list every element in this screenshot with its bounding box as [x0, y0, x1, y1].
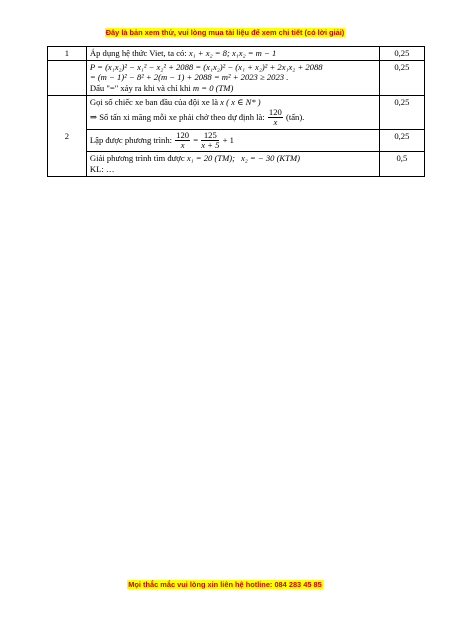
hotline-banner-text: Mọi thắc mắc vui lòng xin liên hệ hotline: 084 283 45 85: [128, 580, 322, 589]
table-row: [48, 95, 425, 129]
score-cell: 0,5: [379, 152, 424, 176]
fraction-numerator: 120: [176, 129, 190, 140]
fraction: [201, 131, 219, 151]
answer-math: x₁ + x₂ = 8; x₁x₂ = m − 1: [188, 48, 277, 58]
fraction-denominator: x: [273, 117, 278, 128]
answer-math-line: P = (x₁x₂)² − x₁² − x₂² + 2088 = (x₁x₂)² − (x₁ + x₂)² + 2x₁x₂ + 2088: [89, 61, 323, 72]
fraction-denominator: x + 5: [201, 140, 220, 151]
answer-content: [86, 152, 379, 176]
equation-tail: + 1: [220, 134, 234, 145]
answer-line: [90, 108, 376, 128]
score-cell: 0,25: [379, 95, 424, 129]
table-row: [48, 60, 425, 95]
answer-text: Lập được phương trình:: [89, 134, 175, 145]
table-row: [48, 47, 425, 61]
fraction: [268, 108, 283, 128]
answer-text: Giải phương trình tìm được: [89, 153, 187, 164]
fraction: [175, 131, 190, 151]
preview-banner: [0, 28, 450, 37]
score-cell: 0,25: [379, 47, 424, 61]
score-cell: 0,25: [379, 129, 424, 152]
answer-line: [90, 153, 376, 164]
question-number: 1: [48, 47, 87, 61]
table-row: [48, 152, 425, 176]
fraction-numerator: 125: [201, 131, 219, 141]
conclusion-text: KL: …: [89, 164, 115, 175]
equals-sign: =: [191, 134, 201, 145]
answer-math: x ( x ∈ N* ): [220, 96, 261, 107]
score-cell: 0,25: [379, 60, 424, 95]
answer-line: [90, 83, 376, 94]
table-row: [48, 129, 425, 152]
answer-math: x₁ = 20 (TM);: [186, 153, 235, 164]
answer-text: Áp dụng hệ thức Viet, ta có:: [89, 48, 189, 58]
hotline-banner: [0, 580, 450, 589]
answer-text: (tấn).: [283, 111, 305, 122]
answer-math: x₂ = − 30 (KTM): [240, 153, 300, 164]
solution-table: [47, 46, 425, 177]
implies-symbol: ⇒: [89, 111, 98, 122]
answer-math-line: = (m − 1)² − 8² + 2(m − 1) + 2088 = m² + 2023 ≥ 2023 .: [89, 72, 289, 83]
answer-text: Gọi số chiếc xe ban đầu của đội xe là: [89, 96, 221, 107]
answer-text: Dấu "=" xảy ra khi và chỉ khi: [89, 83, 193, 94]
answer-content: [86, 129, 379, 152]
answer-content: [86, 60, 379, 95]
question-number-empty: [48, 60, 87, 95]
question-number: 2: [48, 95, 87, 176]
answer-content: [86, 47, 379, 61]
fraction-denominator: x: [180, 140, 185, 151]
preview-banner-text: Đây là bản xem thử, vui lòng mua tài liệu để xem chi tiết (có lời giải): [105, 28, 345, 37]
answer-content: [86, 95, 379, 129]
answer-math: m = 0 (TM): [192, 83, 234, 94]
answer-line: [90, 97, 376, 108]
answer-text: Số tấn xi măng mỗi xe phải chở theo dự định là:: [97, 111, 267, 122]
fraction-numerator: 120: [268, 106, 282, 117]
